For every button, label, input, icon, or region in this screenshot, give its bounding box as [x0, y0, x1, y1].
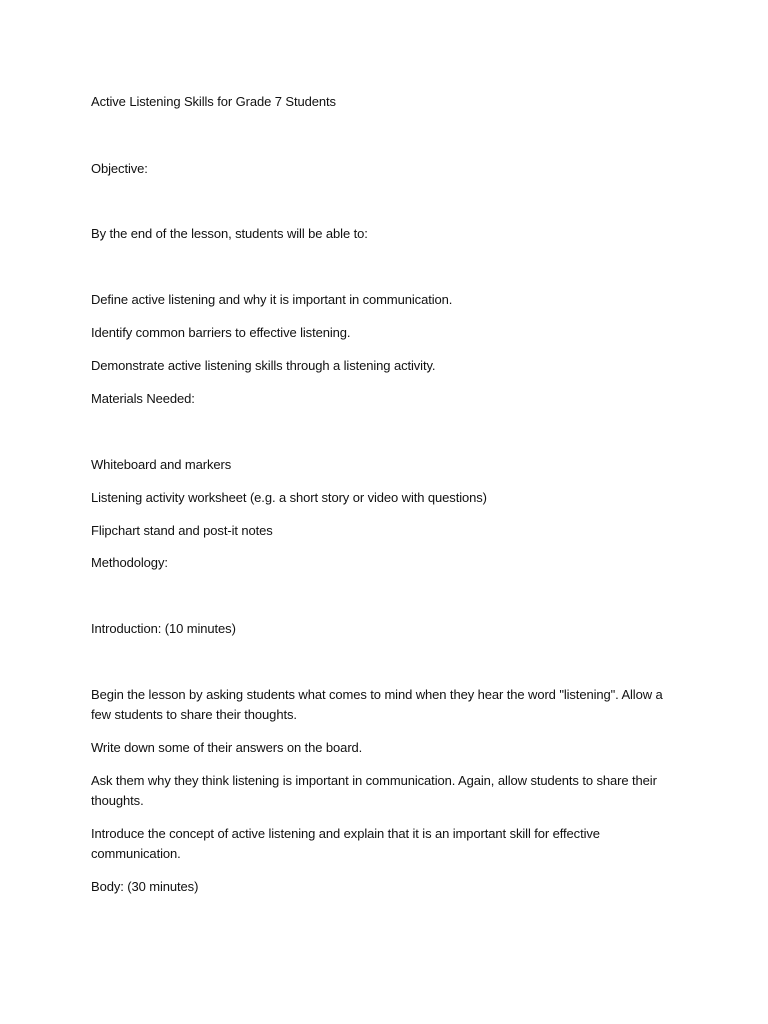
- material-item: Listening activity worksheet (e.g. a short story or video with questions): [91, 490, 487, 505]
- objective-item: Identify common barriers to effective listening.: [91, 325, 351, 340]
- material-item: Whiteboard and markers: [91, 457, 232, 472]
- introduction-step: Write down some of their answers on the board.: [91, 740, 363, 755]
- introduction-step: Begin the lesson by asking students what comes to mind when they hear the word "listening". Allow a few students to share their thoughts.: [91, 687, 663, 722]
- document-title: Active Listening Skills for Grade 7 Students: [91, 94, 336, 109]
- body-heading: Body: (30 minutes): [91, 879, 199, 894]
- introduction-step: Introduce the concept of active listening and explain that it is an important skill for effective communication.: [91, 826, 600, 861]
- objective-intro: By the end of the lesson, students will be able to:: [91, 226, 368, 241]
- methodology-heading: Methodology:: [91, 555, 168, 570]
- objective-heading: Objective:: [91, 161, 148, 176]
- materials-heading: Materials Needed:: [91, 391, 195, 406]
- objective-item: Define active listening and why it is important in communication.: [91, 292, 453, 307]
- introduction-heading: Introduction: (10 minutes): [91, 621, 236, 636]
- material-item: Flipchart stand and post-it notes: [91, 523, 273, 538]
- introduction-step: Ask them why they think listening is important in communication. Again, allow students to share their thoughts.: [91, 773, 657, 808]
- objective-item: Demonstrate active listening skills through a listening activity.: [91, 358, 436, 373]
